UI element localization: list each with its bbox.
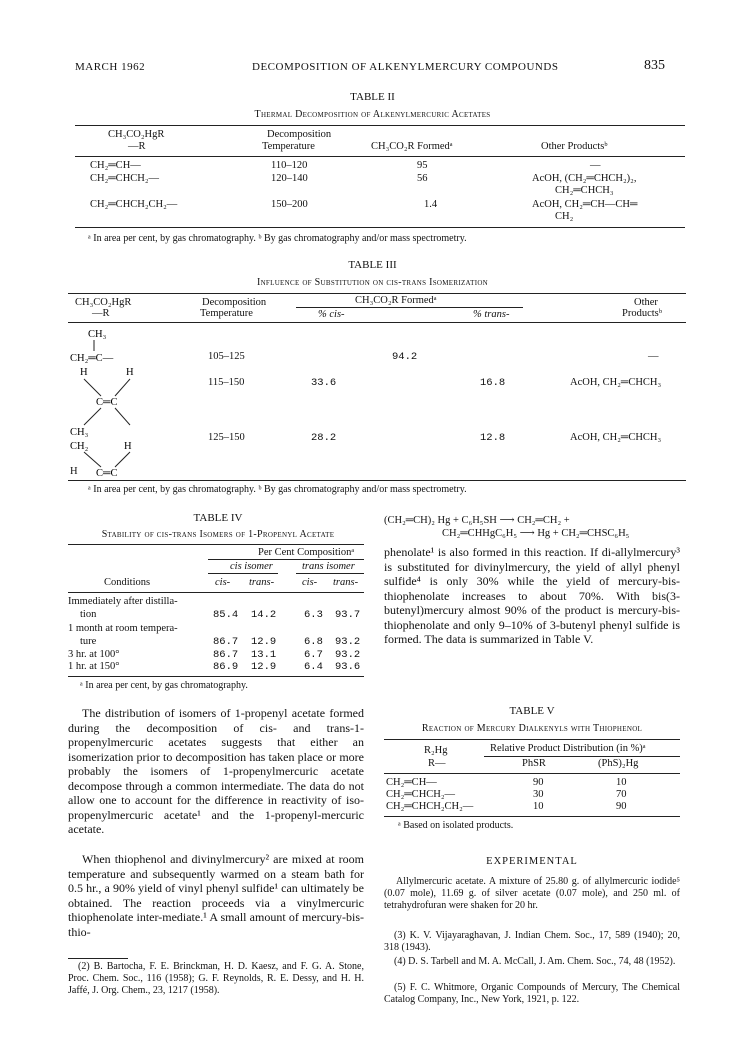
header-title: DECOMPOSITION OF ALKENYLMERCURY COMPOUNDS (252, 61, 559, 73)
t5-col-phsr: PhSR (522, 758, 546, 769)
t3-row1-temp: 105–125 (208, 351, 245, 362)
struct-cc2: C═C (96, 468, 118, 479)
t2-row1-temp: 110–120 (271, 160, 308, 171)
t4-row4-v4: 93.6 (335, 661, 361, 673)
t2-h-t2: Temperature (262, 141, 315, 152)
t2-row2-other2: CH₂═CHCH₃ (555, 185, 614, 196)
t5-row1-a: 90 (533, 777, 544, 788)
t3-row1-other: — (648, 351, 659, 362)
t5-h1: R₂Hg (424, 745, 448, 756)
t3-h-r1: CH₃CO₂HgR (75, 297, 132, 308)
left-paragraph-1: The distribution of isomers of 1-propenyl acetate formed during the decomposition of cis- and trans-1-propenylmercuric acetates suggests that either an isomerization prior to decomposition has taken place or more probably the isomers of 1-propenylmercuric acetate decompose through a common intermediate. The data do not allow one to account for the difference in reactivity of iso-propenylmercuric acetate¹ and the 1-propenyl-mercuric acetate. (68, 706, 364, 836)
t3-row2-cis: 33.6 (311, 377, 337, 389)
t4-row2-v1: 86.7 (213, 636, 239, 648)
t5-row3-a: 10 (533, 801, 544, 812)
header-date: MARCH 1962 (75, 61, 146, 73)
t4-sub-trans: trans isomer (302, 561, 355, 572)
t2-h-r2: —R (128, 141, 146, 152)
t3-h-t2: Temperature (200, 308, 253, 319)
equation-2: CH₂═CHHgC₆H₅ ⟶ Hg + CH₂═CHSC₆H₅ (442, 528, 630, 539)
t2-h-r1: CH₃CO₂HgR (108, 129, 165, 140)
table2-title: TABLE II (350, 91, 395, 103)
t4-row1-v3: 6.3 (304, 609, 323, 621)
t3-footnote: ᵃ In area per cent, by gas chromatography. ᵇ By gas chromatography and/or mass spectrometry. (88, 484, 467, 495)
left-paragraph-2: When thiophenol and divinylmercury² are mixed at room temperature and subsequently warmed on a steam bath for 0.5 hr., a 90% yield of vinyl phenyl sulfide¹ can ultimately be obtained. The reaction proceeds via a vinylmercuric thiophenolate inter-mediate.¹ A small amount of mercury-bis-thio- (68, 852, 364, 939)
right-paragraph-1: phenolate¹ is also formed in this reaction. If di-allylmercury³ is substituted for divinylmercury, the yield of allyl phenyl sulfide⁴ is only 30% while the yield of mercury-bis-thiophenolate increases to about 70%. With bis(3-butenyl)mercury almost 90% of the product is mercury-bis-thiophenolate and only 9–10% of 3-butenyl phenyl sulfide is formed. The data is summarized in Table V. (384, 545, 680, 646)
t3-row3-trans: 12.8 (480, 432, 506, 444)
struct-ch3-2: CH₃ (70, 427, 89, 438)
t4-row1-v1: 85.4 (213, 609, 239, 621)
t5-row2-b: 70 (616, 789, 627, 800)
t4-row4-v2: 12.9 (251, 661, 277, 673)
t2-h-t1: Decomposition (267, 129, 332, 140)
t5-row3-r: CH₂═CHCH₂CH₂— (386, 801, 474, 812)
reference-3: (3) K. V. Vijayaraghavan, J. Indian Chem. Soc., 17, 589 (1940); 20, 318 (1943). (384, 930, 680, 953)
t5-footnote: ᵃ Based on isolated products. (398, 820, 514, 831)
t2-h-formed: CH₃CO₂R Formedᵃ (371, 141, 453, 152)
t3-h-r2: —R (92, 308, 110, 319)
t4-footnote: ᵃ In area per cent, by gas chromatography. (80, 680, 248, 691)
struct-ch2: CH₂ (70, 441, 89, 452)
t2-row1-r: CH₂═CH— (90, 160, 141, 171)
t2-row2-other: AcOH, (CH₂═CHCH₂)₂, (532, 173, 637, 184)
t3-h-trans: % trans- (473, 309, 510, 320)
t4-row3-c1: 3 hr. at 100° (68, 649, 120, 660)
table5-subtitle: Reaction of Mercury Dialkenyls with Thiophenol (421, 723, 643, 734)
t4-row4-v1: 86.9 (213, 661, 239, 673)
t5-row2-r: CH₂═CHCH₂— (386, 789, 456, 800)
t4-row3-v1: 86.7 (213, 649, 239, 661)
t5-row3-b: 90 (616, 801, 627, 812)
t2-h-other: Other Productsᵇ (541, 141, 608, 152)
t5-col-phs2hg: (PhS)₂Hg (598, 758, 639, 769)
t4-row3-v2: 13.1 (251, 649, 277, 661)
t3-row3-cis: 28.2 (311, 432, 337, 444)
t4-row3-v4: 93.2 (335, 649, 361, 661)
table4-subtitle: Stability of cis-trans Isomers of 1-Propenyl Acetate (101, 529, 335, 540)
struct-ch3-1: CH₃ (88, 329, 107, 340)
t4-col-cond: Conditions (104, 577, 151, 588)
t5-row1-b: 10 (616, 777, 627, 788)
table3-subtitle: Influence of Substitution on cis-trans Isomerization (256, 277, 489, 288)
t3-row2-temp: 115–150 (208, 377, 245, 388)
t2-row1-other: — (590, 160, 601, 171)
struct-h2: H (126, 367, 134, 378)
t2-row2-formed: 56 (417, 173, 428, 184)
experimental-paragraph: Allylmercuric acetate. A mixture of 25.80 g. of allylmercuric iodide⁵ (0.07 mole), 11.69 g. of silver acetate (0.07 mole), and 250 ml. of tetrahydrofuran were shaken for 20 hr. (384, 876, 680, 911)
t3-row3-temp: 125–150 (208, 432, 245, 443)
table2-subtitle: Thermal Decomposition of Alkenylmercuric Acetates (254, 109, 491, 120)
t2-row2-r: CH₂═CHCH₂— (90, 173, 160, 184)
t2-row1-formed: 95 (417, 160, 428, 171)
t4-col-trans2: trans- (333, 577, 359, 588)
t4-row1-v4: 93.7 (335, 609, 361, 621)
t3-row2-trans: 16.8 (480, 377, 506, 389)
t2-row3-other: AcOH, CH₂═CH—CH═ (532, 199, 638, 210)
t4-row2-v3: 6.8 (304, 636, 323, 648)
struct-h4: H (70, 466, 78, 477)
t2-row3-r: CH₂═CHCH₂CH₂— (90, 199, 178, 210)
t4-col-cis2: cis- (302, 577, 318, 588)
t3-structures (66, 325, 186, 485)
reference-4: (4) D. S. Tarbell and M. A. McCall, J. Am. Chem. Soc., 74, 48 (1952). (394, 956, 676, 967)
t3-row2-other: AcOH, CH₂═CHCH₃ (570, 377, 662, 388)
t4-row2-v4: 93.2 (335, 636, 361, 648)
t3-h-o1: Other (634, 297, 658, 308)
t3-row3-other: AcOH, CH₂═CHCH₃ (570, 432, 662, 443)
table4-title: TABLE IV (193, 512, 243, 524)
t4-row2-v2: 12.9 (251, 636, 277, 648)
reference-5: (5) F. C. Whitmore, Organic Compounds of Mercury, The Chemical Catalog Company, Inc., New York, 1921, p. 122. (384, 982, 680, 1005)
t3-h-cis: % cis- (318, 309, 345, 320)
t5-row1-r: CH₂═CH— (386, 777, 437, 788)
t4-row4-c1: 1 hr. at 150° (68, 661, 120, 672)
t3-row1-cis: 94.2 (392, 351, 418, 363)
t4-group: Per Cent Compositionᵃ (258, 547, 355, 558)
table3-title: TABLE III (348, 259, 397, 271)
t3-h-o2: Productsᵇ (622, 308, 663, 319)
page-number: 835 (644, 58, 665, 73)
t3-h-formed: CH₃CO₂R Formedᵃ (355, 295, 437, 306)
t4-col-cis1: cis- (215, 577, 231, 588)
struct-cc1: C═C (96, 397, 118, 408)
t3-structure-h-bottom (66, 470, 186, 484)
equation-1: (CH₂═CH)₂ Hg + C₆H₅SH ⟶ CH₂═CH₂ + (384, 515, 570, 526)
t4-row4-v3: 6.4 (304, 661, 323, 673)
t4-row3-v3: 6.7 (304, 649, 323, 661)
t5-group: Relative Product Distribution (in %)ᵃ (490, 743, 646, 754)
t4-row1-v2: 14.2 (251, 609, 277, 621)
experimental-title: EXPERIMENTAL (486, 856, 578, 867)
t2-row3-temp: 150–200 (271, 199, 308, 210)
t4-row2-c1: 1 month at room tempera- (68, 623, 178, 634)
t4-col-trans1: trans- (249, 577, 275, 588)
left-reference-2: (2) B. Bartocha, F. E. Brinckman, H. D. Kaesz, and F. G. A. Stone, Proc. Chem. Soc., 116 (1958); G. F. Reynolds, R. E. Dessy, and H. H. Jaffé, J. Org. Chem., 23, 1217 (1958). (68, 961, 364, 996)
t2-footnote: ᵃ In area per cent, by gas chromatography. ᵇ By gas chromatography and/or mass spectrometry. (88, 233, 467, 244)
t4-row2-c2: ture (80, 636, 97, 647)
t4-sub-cis: cis isomer (230, 561, 273, 572)
struct-h3: H (124, 441, 132, 452)
table5-title: TABLE V (509, 705, 555, 717)
t2-row2-temp: 120–140 (271, 173, 308, 184)
t2-row3-formed: 1.4 (424, 199, 438, 210)
t3-h-t1: Decomposition (202, 297, 267, 308)
t4-row1-c2: tion (80, 609, 97, 620)
t2-row3-other2: CH₂ (555, 211, 574, 222)
t5-row2-a: 30 (533, 789, 544, 800)
t4-row1-c1: Immediately after distilla- (68, 596, 178, 607)
struct-h1: H (80, 367, 88, 378)
t5-h1b: R— (428, 758, 446, 769)
struct-ch2c: CH₂═C— (70, 353, 114, 364)
